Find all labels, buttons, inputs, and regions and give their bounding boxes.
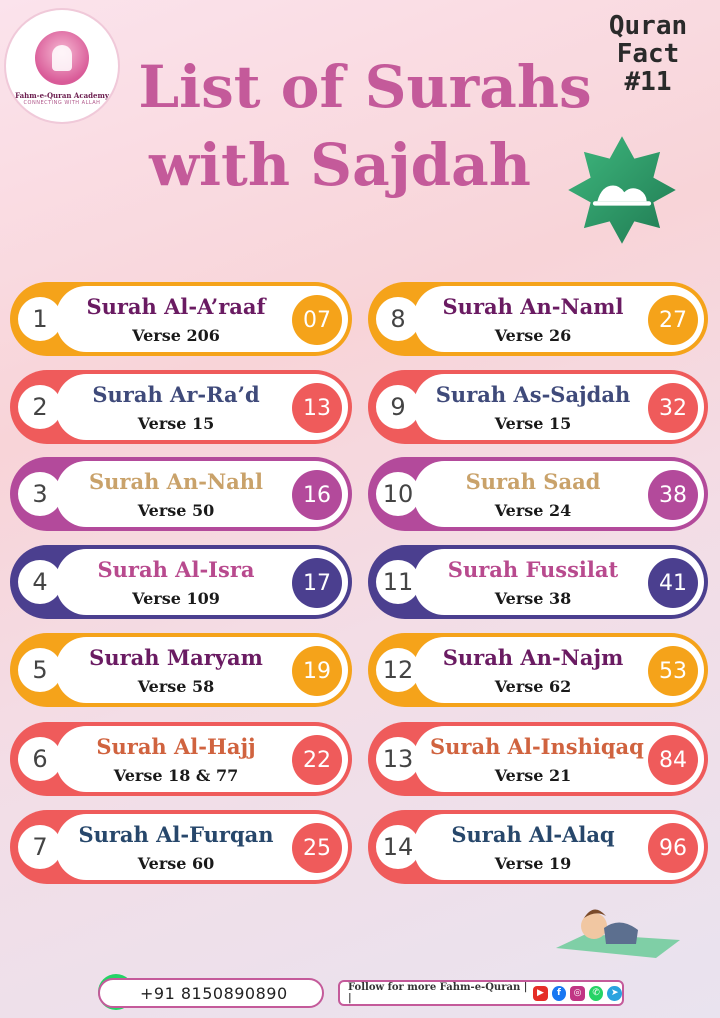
verse-number: Verse 50 [137,501,215,520]
surah-name: Surah Saad [465,469,601,494]
surah-name: Surah Al-Hajj [96,734,256,759]
verse-number: Verse 26 [494,326,572,345]
verse-number: Verse 21 [494,766,572,785]
chapter-number: 17 [292,558,342,608]
verse-number: Verse 19 [494,854,572,873]
phone-number[interactable] [98,978,324,1008]
chapter-number: 22 [292,735,342,785]
chapter-number: 84 [648,735,698,785]
surah-name: Surah Al-Isra [97,557,255,582]
surah-card [10,457,352,531]
surah-card [10,722,352,796]
surah-name: Surah Al-Alaq [451,822,615,847]
verse-number: Verse 18 & 77 [113,766,239,785]
surah-index: 9 [376,385,420,429]
whatsapp-icon[interactable]: ✆ [589,986,604,1001]
surah-index: 14 [376,825,420,869]
logo-tagline: CONNECTING WITH ALLAH [23,99,101,106]
youtube-icon[interactable]: ▶ [533,986,548,1001]
chapter-number: 19 [292,646,342,696]
surah-card [368,722,708,796]
chapter-number: 13 [292,383,342,433]
chapter-number: 27 [648,295,698,345]
logo-name: Fahm-e-Quran Academy [15,90,109,100]
surah-card [10,370,352,444]
surah-card [368,370,708,444]
chapter-number: 96 [648,823,698,873]
surah-card [368,810,708,884]
surah-card [368,545,708,619]
instagram-icon[interactable]: ◎ [570,986,585,1001]
surah-name: Surah An-Naml [442,294,624,319]
verse-number: Verse 60 [137,854,215,873]
surah-name: Surah Fussilat [447,557,619,582]
phone-text: +91 8150890890 [140,983,288,1003]
title-line-1: List of Surahs [138,53,592,121]
surah-name: Surah Al-Inshiqaq [430,734,644,759]
verse-number: Verse 15 [494,414,572,433]
surah-card [10,633,352,707]
surah-name: Surah As-Sajdah [435,382,631,407]
quran-fact-badge [598,12,698,96]
praying-child-illustration [552,900,682,960]
surah-index: 5 [18,648,62,692]
surah-name: Surah Al-Furqan [78,822,274,847]
surah-name: Surah Ar-Ra’d [92,382,260,407]
surah-index: 1 [18,297,62,341]
title-line-2: with Sajdah [149,131,531,199]
verse-number: Verse 58 [137,677,215,696]
surah-index: 12 [376,648,420,692]
surah-card [10,282,352,356]
chapter-number: 32 [648,383,698,433]
verse-number: Verse 38 [494,589,572,608]
sajdah-star-icon [566,134,678,246]
follow-text: Follow for more Fahm-e-Quran | | [348,982,528,1004]
surah-index: 4 [18,560,62,604]
verse-number: Verse 62 [494,677,572,696]
academy-logo [6,10,118,122]
chapter-number: 16 [292,470,342,520]
fact-line-3: #11 [624,67,672,97]
surah-card [10,545,352,619]
surah-card [10,810,352,884]
chapter-number: 25 [292,823,342,873]
verse-number: Verse 109 [132,589,220,608]
surah-name: Surah Al-A’raaf [86,294,266,319]
surah-index: 7 [18,825,62,869]
surah-card [368,282,708,356]
surah-index: 6 [18,737,62,781]
chapter-number: 41 [648,558,698,608]
fact-line-1: Quran [608,11,688,41]
surah-index: 11 [376,560,420,604]
surah-name: Surah An-Najm [442,645,624,670]
chapter-number: 53 [648,646,698,696]
surah-card [368,633,708,707]
telegram-icon[interactable]: ➤ [607,986,622,1001]
surah-index: 3 [18,472,62,516]
surah-name: Surah Maryam [89,645,263,670]
verse-number: Verse 24 [494,501,572,520]
hijab-logo-icon [35,31,89,85]
chapter-number: 07 [292,295,342,345]
verse-number: Verse 206 [132,326,220,345]
verse-number: Verse 15 [137,414,215,433]
follow-banner [338,980,624,1006]
chapter-number: 38 [648,470,698,520]
fact-line-2: Fact [616,39,680,69]
surah-index: 10 [376,472,420,516]
surah-index: 2 [18,385,62,429]
surah-index: 8 [376,297,420,341]
facebook-icon[interactable]: f [552,986,567,1001]
surah-index: 13 [376,737,420,781]
surah-card [368,457,708,531]
surah-name: Surah An-Nahl [88,469,263,494]
page-title [130,48,600,204]
